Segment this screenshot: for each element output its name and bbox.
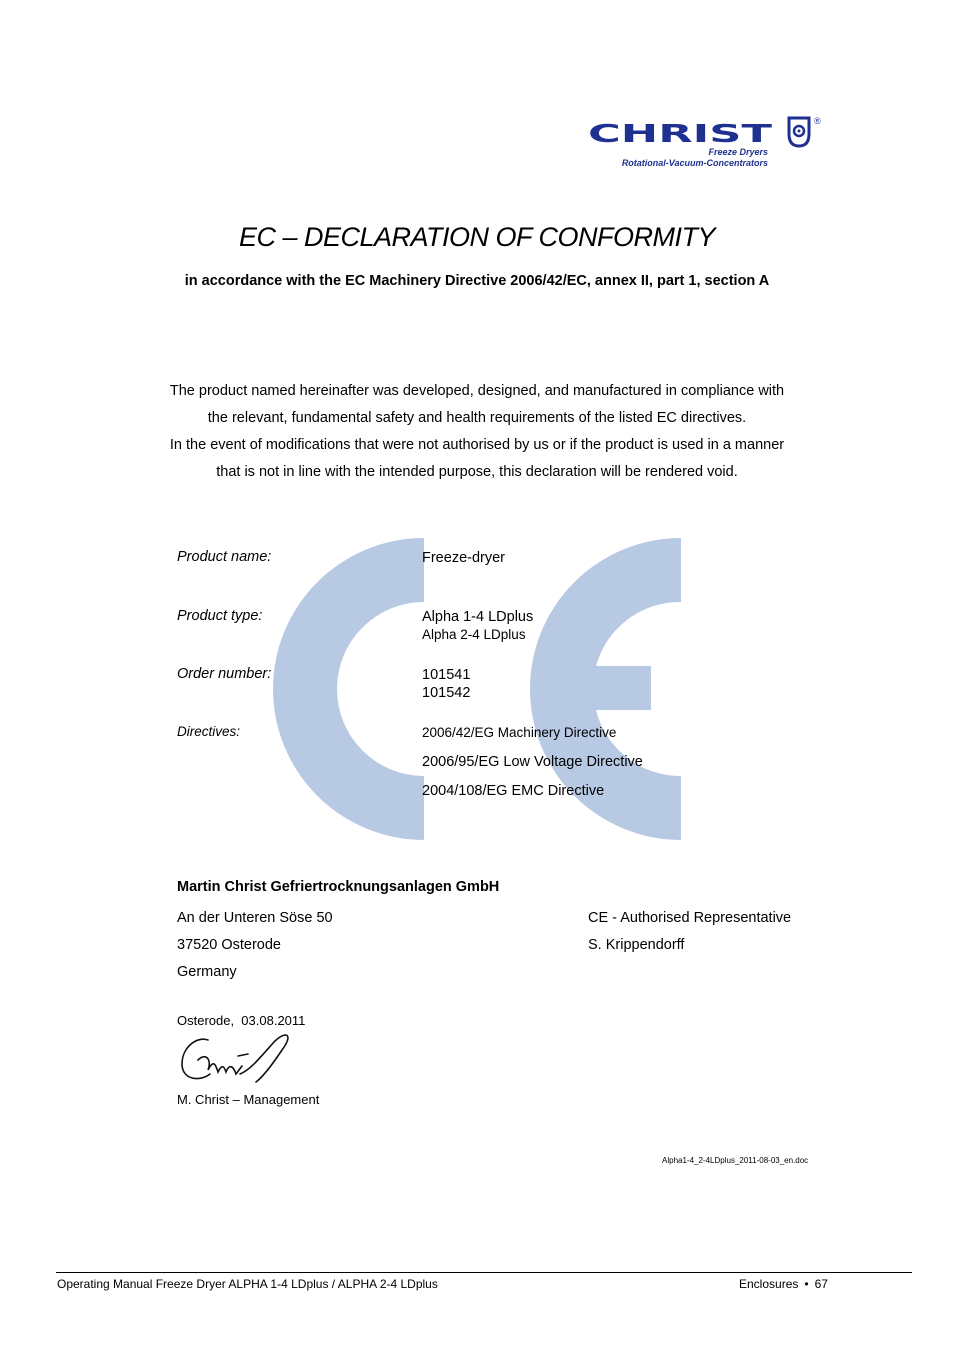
directives-label: Directives: [177,724,241,739]
logo-brand-text: CHRIST [588,119,772,148]
product-type-1: Alpha 1-4 LDplus [422,609,534,625]
product-type-values [422,608,533,644]
bullet-icon: • [804,1277,809,1291]
directive-2: 2006/95/EG Low Voltage Directive [422,754,643,770]
order-number-label: Order number: [177,666,272,682]
company-country: Germany [177,964,237,980]
place-date: Osterode, 03.08.2011 [177,1013,306,1028]
footer-section: Enclosures [739,1277,799,1291]
intro-line: that is not in line with the intended purpose, this declaration will be rendered void. [216,464,738,480]
registered-mark: ® [814,116,821,126]
company-city: 37520 Osterode [177,937,281,953]
directive-3: 2004/108/EG EMC Directive [422,783,605,799]
product-type-2: Alpha 2-4 LDplus [422,627,526,642]
company-name: Martin Christ Gefriertrocknungsanlagen GmbH [177,879,500,895]
representative-name: S. Krippendorff [588,937,685,953]
intro-line: In the event of modifications that were not authorised by us or if the product is used in a manner [169,437,785,453]
company-address [177,905,333,986]
handwritten-signature [178,1030,303,1088]
order-number-values [422,666,470,702]
intro-line: the relevant, fundamental safety and health requirements of the listed EC directives. [207,410,747,426]
footer-page-info [739,1277,828,1291]
footer-divider [56,1272,912,1273]
logo-tagline-1: Freeze Dryers [708,147,768,157]
page-subtitle: in accordance with the EC Machinery Directive 2006/42/EC, annex II, part 1, section A [184,273,770,289]
order-number-2: 101542 [422,685,471,701]
representative-role: CE - Authorised Representative [588,910,792,926]
footer-manual-title: Operating Manual Freeze Dryer ALPHA 1-4 LDplus / ALPHA 2-4 LDplus [57,1277,438,1291]
signer-name: M. Christ – Management [177,1092,320,1107]
product-name-label: Product name: [177,549,272,565]
page-title: EC – DECLARATION OF CONFORMITY [238,222,716,252]
order-number-1: 101541 [422,667,471,683]
product-name-value: Freeze-dryer [422,550,505,566]
intro-paragraph [60,378,894,486]
directive-1: 2006/42/EG Machinery Directive [422,725,617,740]
logo-tagline-2: Rotational-Vacuum-Concentrators [621,158,768,168]
christ-emblem-icon [789,118,809,146]
product-type-label: Product type: [177,608,263,624]
company-street: An der Unteren Söse 50 [177,910,333,926]
page-number: 67 [814,1277,828,1291]
representative-block [588,905,791,959]
intro-line: The product named hereinafter was developed, designed, and manufactured in compliance with [169,383,785,399]
document-reference: Alpha1-4_2-4LDplus_2011-08-03_en.doc [662,1156,809,1165]
